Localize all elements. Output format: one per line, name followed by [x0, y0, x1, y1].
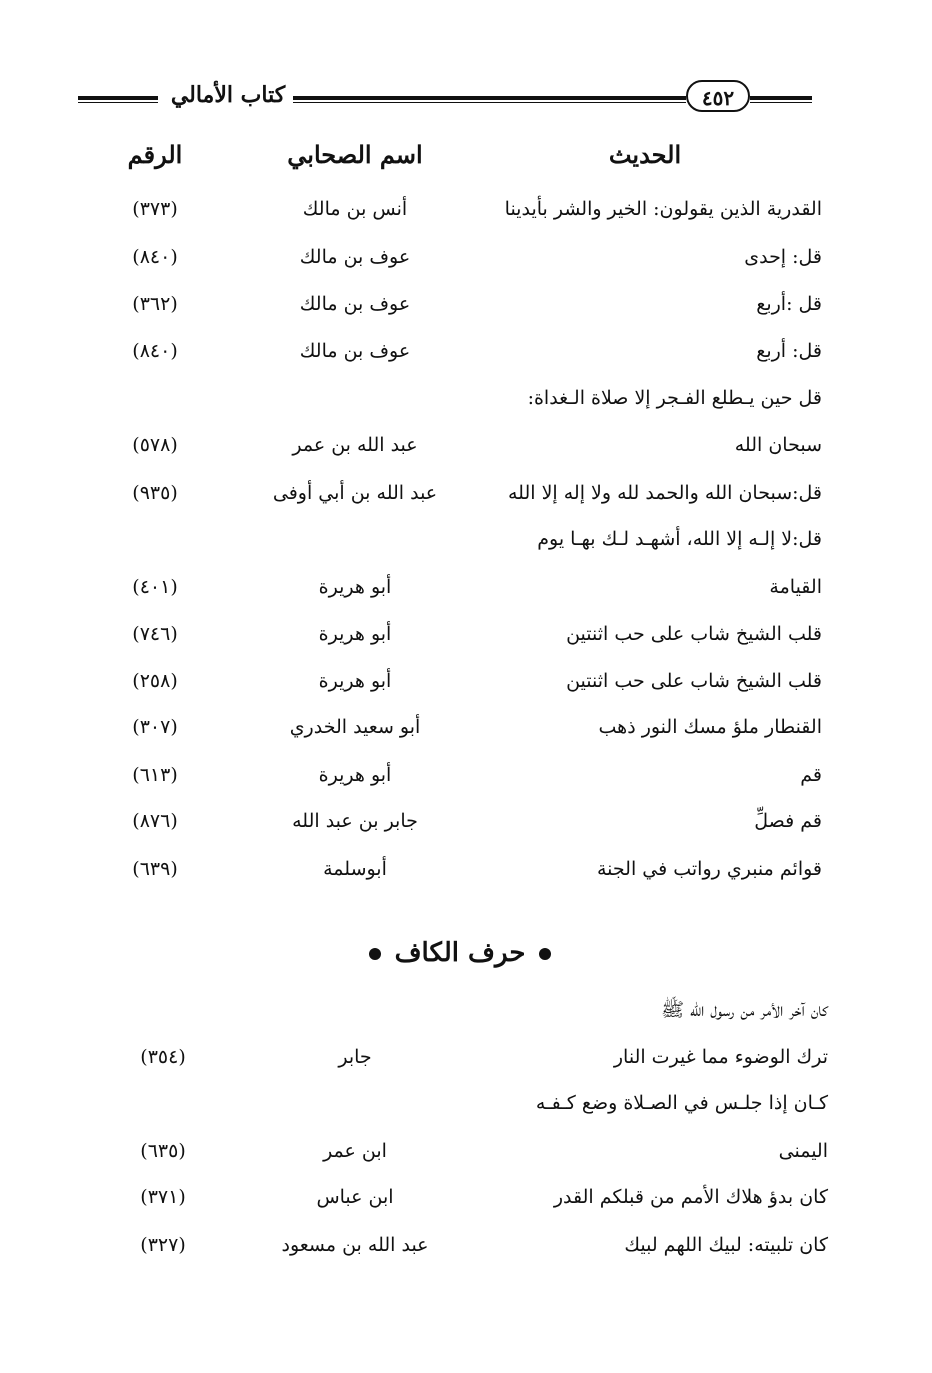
sahabi-name: عوف بن مالك — [299, 246, 411, 268]
hadith-text: قل :أربع — [756, 293, 822, 315]
table-row — [0, 810, 932, 850]
hadith-number: (٧٤٦) — [132, 623, 178, 645]
table-row — [0, 1234, 932, 1274]
sahabi-name: عبد الله بن مسعود — [281, 1234, 429, 1256]
column-header-hadith: الحديث — [608, 140, 682, 169]
table-row — [0, 1092, 932, 1132]
hadith-text: القنطار ملؤ مسك النور ذهب — [598, 716, 822, 738]
table-row — [0, 482, 932, 522]
page-header — [78, 78, 812, 118]
hadith-number: (٦١٣) — [132, 764, 178, 786]
sahabi-name: أبو هريرة — [318, 764, 392, 786]
hadith-text: كان بدؤ هلاك الأمم من قبلكم القدر — [553, 1186, 828, 1208]
sahabi-name: عوف بن مالك — [299, 293, 411, 315]
table-row — [0, 434, 932, 474]
hadith-text: اليمنى — [778, 1140, 828, 1162]
hadith-number: (٩٣٥) — [132, 482, 178, 504]
header-rule-left — [78, 96, 158, 103]
hadith-number: (٨٤٠) — [132, 246, 178, 268]
sahabi-name: ابن عباس — [316, 1186, 394, 1208]
table-row — [0, 1140, 932, 1180]
table-row — [0, 1046, 932, 1086]
hadith-number: (٤٠١) — [132, 576, 178, 598]
hadith-text: قل:لا إلـه إلا الله، أشهـد لـك بهـا يوم — [537, 528, 822, 550]
sahabi-name: ابن عمر — [323, 1140, 387, 1162]
hadith-number: (٣٢٧) — [140, 1234, 186, 1256]
table-row — [0, 1186, 932, 1226]
table-row — [0, 623, 932, 663]
bullet-icon — [369, 948, 381, 960]
sahabi-name: أبوسلمة — [323, 858, 387, 880]
hadith-text: القدرية الذين يقولون: الخير والشر بأيدينا — [504, 198, 822, 220]
hadith-number: (٣٧١) — [140, 1186, 186, 1208]
hadith-text: قم فصلِّ — [754, 810, 822, 832]
sahabi-name: أبو هريرة — [318, 576, 392, 598]
hadith-number: (٨٧٦) — [132, 810, 178, 832]
table-row — [0, 528, 932, 568]
table-row — [0, 576, 932, 616]
hadith-text: قل: إحدى — [744, 246, 822, 268]
header-rule-middle — [293, 96, 686, 103]
sahabi-name: أنس بن مالك — [302, 198, 408, 220]
hadith-number: (٣٦٢) — [132, 293, 178, 315]
table-row — [0, 716, 932, 756]
sahabi-name: أبو سعيد الخدري — [289, 716, 421, 738]
column-header-number: الرقم — [127, 140, 183, 169]
table-row — [0, 998, 932, 1038]
hadith-text: ترك الوضوء مما غيرت النار — [613, 1046, 828, 1068]
sahabi-name: عبد الله بن أبي أوفى — [272, 482, 438, 504]
table-row — [0, 670, 932, 710]
sahabi-name: جابر — [338, 1046, 372, 1068]
column-header-sahabi: اسم الصحابي — [287, 140, 423, 169]
hadith-number: (٦٣٥) — [140, 1140, 186, 1162]
hadith-text: قلب الشيخ شاب على حب اثنتين — [566, 670, 822, 692]
table-row — [0, 340, 932, 380]
sahabi-name: جابر بن عبد الله — [292, 810, 418, 832]
table-row — [0, 858, 932, 898]
hadith-text: قل:سبحان الله والحمد لله ولا إله إلا الله — [507, 482, 822, 504]
table-row — [0, 764, 932, 804]
table-row — [0, 387, 932, 427]
table-row — [0, 246, 932, 286]
hadith-text: قل حين يـطلع الفـجر إلا صلاة الـغداة: — [527, 387, 822, 409]
hadith-text: قل: أربع — [756, 340, 822, 362]
hadith-text: قم — [800, 764, 822, 786]
hadith-number: (٣٧٣) — [132, 198, 178, 220]
hadith-number: (٢٥٨) — [132, 670, 178, 692]
sahabi-name: عوف بن مالك — [299, 340, 411, 362]
section-title: حرف الكاف — [394, 938, 526, 968]
hadith-number: (٣٥٤) — [140, 1046, 186, 1068]
hadith-text: كـان إذا جلـس في الصـلاة وضع كـفـه — [535, 1092, 828, 1114]
sahabi-name: أبو هريرة — [318, 623, 392, 645]
table-row — [0, 198, 932, 238]
sahabi-name: أبو هريرة — [318, 670, 392, 692]
sahabi-name: عبد الله بن عمر — [292, 434, 418, 456]
page-number: ٤٥٢ — [686, 80, 750, 112]
hadith-number: (٦٣٩) — [132, 858, 178, 880]
hadith-text: القيامة — [769, 576, 822, 598]
hadith-number: (٨٤٠) — [132, 340, 178, 362]
hadith-text: قلب الشيخ شاب على حب اثنتين — [566, 623, 822, 645]
hadith-text: كان تلبيته: لبيك اللهم لبيك — [624, 1234, 828, 1256]
book-title: كتاب الأمالي — [170, 82, 286, 108]
hadith-text: سبحان الله — [734, 434, 822, 456]
table-row — [0, 293, 932, 333]
hadith-text: كان آخر الأمر من رسول الله ﷺ — [661, 999, 828, 1021]
hadith-text: قوائم منبري رواتب في الجنة — [596, 858, 822, 880]
hadith-number: (٥٧٨) — [132, 434, 178, 456]
section-heading — [300, 938, 620, 968]
header-rule-right — [750, 96, 812, 103]
bullet-icon — [539, 948, 551, 960]
hadith-number: (٣٠٧) — [132, 716, 178, 738]
